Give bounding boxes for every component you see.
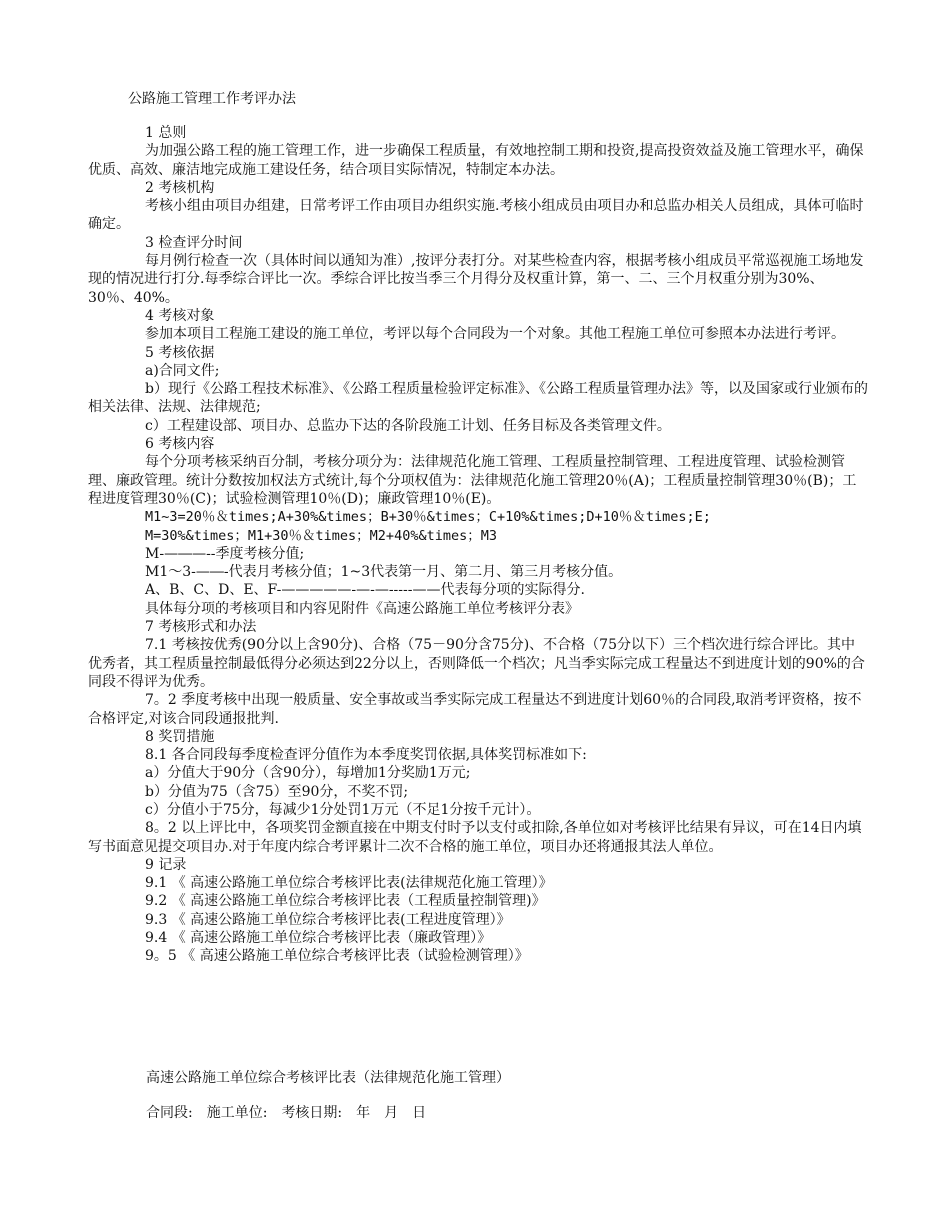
paragraph-line: A、B、C、D、E、F-—————-—-—-----——代表每分项的实际得分. xyxy=(145,582,585,599)
paragraph-line: 9.2 《 高速公路施工单位综合考核评比表（工程质量控制管理)》 xyxy=(145,893,546,910)
paragraph-line: 3 检查评分时间 xyxy=(145,234,243,251)
paragraph-line: 为加强公路工程的施工管理工作，进一步确保工程质量，有效地控制工期和投资,提高投资效益及施工管理水平，确保优质、高效、廉洁地完成施工建设任务，结合项目实际情况，特制定本办法。 xyxy=(88,143,864,178)
table-title: 高速公路施工单位综合考核评比表（法律规范化施工管理） xyxy=(146,1070,510,1086)
paragraph-line: 8 奖罚措施 xyxy=(145,728,215,745)
paragraph-line: a）分值大于90分（含90分），每增加1分奖励1万元; xyxy=(145,765,471,782)
year-label: 年 xyxy=(356,1105,371,1121)
paragraph-line: 每个分项考核采纳百分制，考核分项分为：法律规范化施工管理、工程质量控制管理、工程进度管理、试验检测管理、廉政管理。统计分数按加权法方式统计,每个分项权值为：法律规范化施工管理20％(A)；工程质量控制管理30％(B)；工程进度管理30％(C)；试验检测管理10％(D)；廉政管理10％(E)。 xyxy=(88,454,857,507)
paragraph-line: M1~3=20％＆times;A+30%&times；B+30％&times；C+10%&times;D+10％＆times;E; xyxy=(145,509,711,526)
paragraph-line: 7。2 季度考核中出现一般质量、安全事故或当季实际完成工程量达不到进度计划60％的合同段,取消考评资格，按不合格评定,对该合同段通报批判. xyxy=(88,692,862,727)
paragraph-line: c）分值小于75分，每减少1分处罚1万元（不足1分按千元计）。 xyxy=(145,801,541,818)
paragraph-line: 9.3 《 高速公路施工单位综合考核评比表(工程进度管理）》 xyxy=(145,911,511,928)
paragraph-line: 9 记录 xyxy=(145,856,187,873)
paragraph-line: 8.1 各合同段每季度检查评分值作为本季度奖罚依据,具体奖罚标准如下: xyxy=(145,747,587,764)
paragraph-line: c）工程建设部、项目办、总监办下达的各阶段施工计划、任务目标及各类管理文件。 xyxy=(145,417,671,434)
paragraph-line: 6 考核内容 xyxy=(145,436,215,453)
paragraph-line: M1～3-—―-代表月考核分值；1~3代表第一月、第二月、第三月考核分值。 xyxy=(145,564,623,581)
paragraph-line: b）现行《公路工程技术标准》、《公路工程质量检验评定标准》、《公路工程质量管理办法》等，以及国家或行业颁布的相关法律、法规、法律规范; xyxy=(88,381,868,416)
paragraph-line: a)合同文件; xyxy=(145,362,220,379)
paragraph-line: 具体每分项的考核项目和内容见附件《高速公路施工单位考核评分表》 xyxy=(145,600,579,617)
construction-unit-label: 施工单位: xyxy=(206,1105,268,1121)
paragraph-line: 考核小组由项目办组建，日常考评工作由项目办组织实施.考核小组成员由项目办和总监办相关人员组成，具体可临时确定。 xyxy=(88,198,864,233)
paragraph-line: 参加本项目工程施工建设的施工单位，考评以每个合同段为一个对象。其他工程施工单位可参照本办法进行考评。 xyxy=(145,326,845,343)
paragraph-line: 9.1 《 高速公路施工单位综合考核评比表(法律规范化施工管理）》 xyxy=(145,875,553,892)
paragraph-line: 9。5 《 高速公路施工单位综合考核评比表（试验检测管理）》 xyxy=(145,948,529,965)
paragraph-line: M-—―—--季度考核分值; xyxy=(145,545,305,562)
paragraph-line: 2 考核机构 xyxy=(145,179,215,196)
paragraph-line: 1 总则 xyxy=(145,125,187,141)
month-label: 月 xyxy=(384,1105,399,1121)
table-meta-row xyxy=(146,1102,426,1122)
paragraph-line: M=30%&times；M1+30％＆times；M2+40%&times；M3 xyxy=(145,527,497,544)
document-body xyxy=(88,124,868,966)
assessment-date-label: 考核日期: xyxy=(281,1105,343,1121)
paragraph-line: b）分值为75（含75）至90分，不奖不罚; xyxy=(145,783,409,800)
paragraph-line: 4 考核对象 xyxy=(145,307,215,324)
paragraph-line: 8。2 以上评比中，各项奖罚金额直接在中期支付时予以支付或扣除,各单位如对考核评比结果有异议，可在14日内填写书面意见提交项目办.对于年度内综合考评累计二次不合格的施工单位，项目办还将通报其法人单位。 xyxy=(88,820,862,855)
paragraph-line: 7.1 考核按优秀(90分以上含90分)、合格（75－90分含75分)、不合格（75分以下）三个档次进行综合评比。其中优秀者，其工程质量控制最低得分必须达到22分以上，否则降低一个档次；凡当季实际完成工程量达不到进度计划的90%的合同段不得评为优秀。 xyxy=(88,637,865,690)
paragraph-line: 7 考核形式和办法 xyxy=(145,619,257,636)
paragraph-line: 5 考核依据 xyxy=(145,344,215,361)
day-label: 日 xyxy=(412,1105,427,1121)
contract-section-label: 合同段: xyxy=(146,1105,193,1121)
paragraph-line: 每月例行检查一次（具体时间以通知为准）,按评分表打分。对某些检查内容，根据考核小组成员平常巡视施工场地发现的情况进行打分.每季综合评比一次。季综合评比按当季三个月得分及权重计算，第一、二、三个月权重分别为30%、30％、40%。 xyxy=(88,253,864,306)
document-title: 公路施工管理工作考评办法 xyxy=(128,91,296,107)
paragraph-line: 9.4 《 高速公路施工单位综合考核评比表（廉政管理）》 xyxy=(145,930,492,947)
